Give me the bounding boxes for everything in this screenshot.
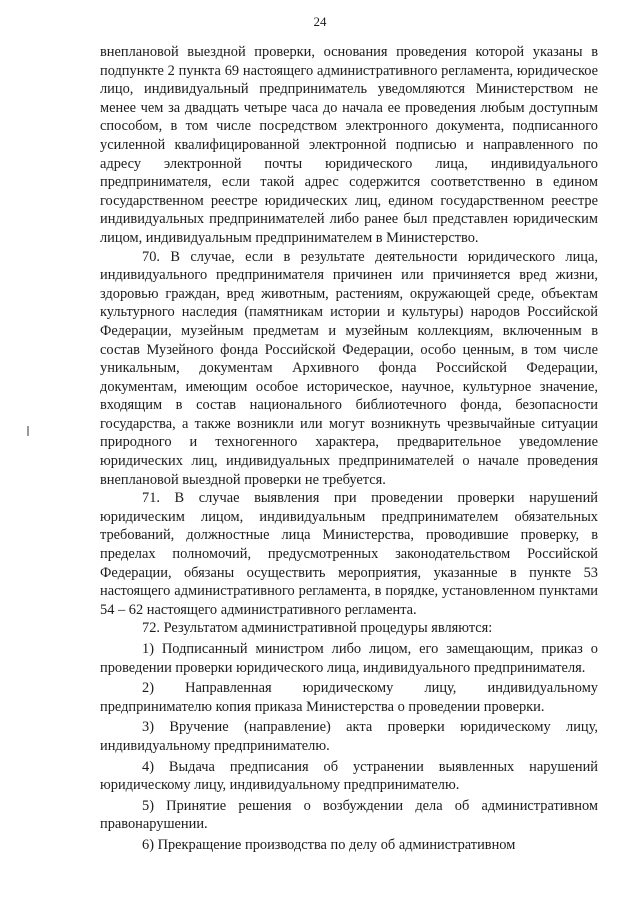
result-item-6: 6) Прекращение производства по делу об административном [142,836,516,853]
document-body [100,43,598,855]
paragraph-70: 70. В случае, если в результате деятельности юридического лица, индивидуального предпринимателя причинен или причиняется вред жизни, здоровью граждан, вред животным, растениям, окружающей среде, объектам культурного наследия (памятникам истории и культуры) народов Российской Федерации, музейным предметам и музейным коллекциям, включенным в состав Музейного фонда Российской Федерации, особо ценным, в том числе уникальным, документам Архивного фонда Российской Федерации, документам, имеющим особое историческое, научное, культурное значение, входящим в состав национального библиотечного фонда, безопасности государства, а также возникли или могут возникнуть чрезвычайные ситуации природного и техногенного характера, предварительное уведомление юридических лиц, индивидуальных предпринимателей о начале проведения внеплановой выездной проверки не требуется. [100,248,598,488]
result-item-3: 3) Вручение (направление) акта проверки юридическому лицу, индивидуальному предпринимателю. [100,719,598,754]
result-item-2: 2) Направленная юридическому лицу, индивидуальному предпринимателю копия приказа Министерства о проведении проверки. [100,680,598,715]
page-number: 24 [313,14,327,29]
paragraph-69-continuation: внеплановой выездной проверки, основания проведения которой указаны в подпункте 2 пункта 69 настоящего административного регламента, юридическое лицо, индивидуальный предприниматель уведомляются Министерством не менее чем за двадцать четыре часа до начала ее проведения любым доступным способом, в том числе посредством электронного документа, подписанного усиленной квалифицированной электронной подписью и направленного по адресу электронной почты юридического лица, индивидуального предпринимателя, если такой адрес содержится соответственно в едином государственном реестре юридических лиц, едином государственном реестре индивидуальных предпринимателей либо ранее был представлен юридическим лицом, индивидуальным предпринимателем в Министерство. [100,44,598,246]
result-item-4: 4) Выдача предписания об устранении выявленных нарушений юридическому лицу, индивидуальному предпринимателю. [100,758,598,794]
paragraph-71: 71. В случае выявления при проведении проверки нарушений юридическим лицом, индивидуальным предпринимателем обязательных требований, должностные лица Министерства, проводившие проверку, в пределах полномочий, предусмотренных законодательством Российской Федерации, обязаны осуществить мероприятия, указанные в пункте 53 настоящего административного регламента, в порядке, установленном пунктами 54 – 62 настоящего административного регламента. [100,490,598,618]
result-item-5: 5) Принятие решения о возбуждении дела об административном правонарушении. [100,797,598,833]
result-item-1: 1) Подписанный министром либо лицом, его замещающим, приказ о проведении проверки юридического лица, индивидуального предпринимателя. [100,641,598,676]
margin-mark [27,426,29,436]
paragraph-72: 72. Результатом административной процедуры являются: [142,620,493,637]
